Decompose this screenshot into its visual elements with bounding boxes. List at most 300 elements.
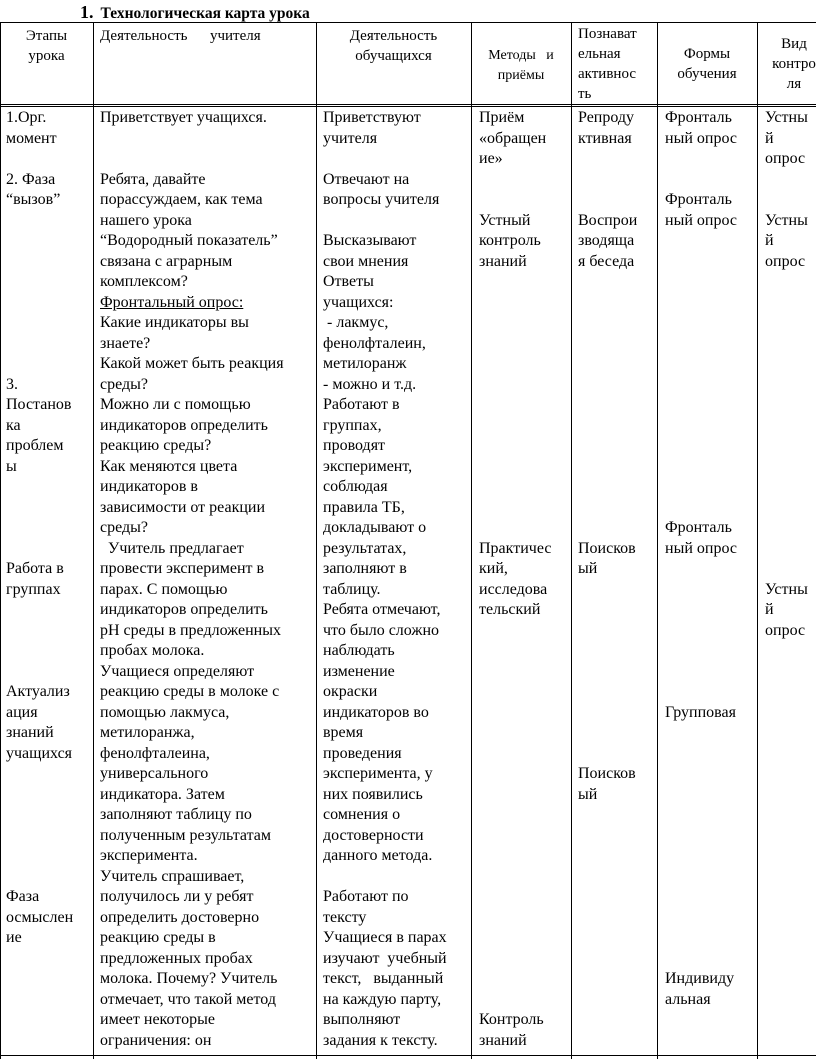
- cell-line: [578, 190, 637, 211]
- cell-line: [665, 580, 737, 601]
- cell-line: что было сложно: [323, 621, 440, 639]
- cell-line: связана с аграрным: [100, 252, 233, 270]
- header-line: Познават: [578, 26, 637, 42]
- cell-line: [665, 600, 737, 621]
- header-line: ля: [786, 76, 802, 92]
- header-separator: [0, 104, 816, 107]
- cell-line: них появились: [323, 785, 423, 803]
- cell-line: группах: [6, 580, 61, 598]
- cell-line: [765, 539, 808, 560]
- cell-line: [578, 436, 637, 457]
- page-title: [80, 2, 310, 23]
- cell-line: опрос: [765, 252, 806, 270]
- cell-line: 1.Орг.: [6, 109, 47, 126]
- cell-line: Отвечают на: [323, 170, 410, 188]
- cell-line: [479, 805, 551, 826]
- cell-line: Учащиеся определяют: [100, 662, 255, 680]
- header-line: ть: [578, 86, 592, 102]
- cell-line: заполняют в: [323, 560, 407, 577]
- cell-line: [6, 477, 73, 498]
- cell-line: результатах,: [323, 539, 407, 557]
- header-methods: [471, 46, 571, 86]
- cell-line: [665, 928, 737, 949]
- cell-line: комплексом?: [100, 273, 188, 290]
- column-cognitive-activity: [578, 108, 637, 805]
- cell-line: [6, 662, 73, 683]
- cell-line: фенолфталеина,: [100, 744, 210, 762]
- cell-line: ктивная: [578, 129, 632, 147]
- cell-line: ый: [578, 785, 598, 803]
- cell-line: [665, 272, 737, 293]
- cell-line: [479, 969, 551, 990]
- cell-line: [665, 723, 737, 744]
- cell-line: [665, 498, 737, 519]
- cell-line: помощью лакмуса,: [100, 703, 230, 721]
- cell-line: данного метода.: [323, 847, 433, 864]
- cell-line: [479, 477, 551, 498]
- cell-line: [665, 231, 737, 252]
- cell-line: Как меняются цвета: [100, 457, 238, 475]
- column-divider: [93, 22, 94, 1059]
- cell-line: Фаза: [6, 888, 40, 905]
- cell-line: [6, 313, 73, 334]
- cell-line: [479, 764, 551, 785]
- cell-line: знаний: [6, 724, 54, 741]
- column-divider: [316, 22, 317, 1059]
- cell-line: [479, 703, 551, 724]
- cell-line: молока. Почему? Учитель: [100, 970, 278, 987]
- cell-line: ый: [578, 560, 598, 577]
- column-teacher-activity: [100, 108, 284, 1051]
- cell-line: [665, 436, 737, 457]
- cell-line: знаний: [479, 252, 527, 270]
- cell-line: сомнения о: [323, 806, 401, 823]
- column-divider: [657, 22, 658, 1059]
- cell-line: эксперимента, у: [323, 765, 433, 782]
- cell-line: правила ТБ,: [323, 498, 405, 516]
- cell-line: Работают по: [323, 888, 409, 905]
- cell-line: Приветствуют: [323, 109, 421, 126]
- column-stages: [6, 108, 73, 949]
- column-divider: [471, 22, 472, 1059]
- cell-line: текст, выданный: [323, 970, 444, 987]
- column-student-activity: [323, 108, 447, 1051]
- cell-line: [765, 457, 808, 478]
- cell-line: [578, 682, 637, 703]
- cell-line: Фронталь: [665, 109, 732, 126]
- cell-line: [6, 805, 73, 826]
- cell-line: [479, 908, 551, 929]
- cell-line: [479, 170, 551, 191]
- cell-line: [765, 375, 808, 396]
- cell-line: эксперимента.: [100, 847, 198, 864]
- cell-line: метилоранж: [323, 355, 407, 372]
- cell-line: [578, 744, 637, 765]
- cell-line: кий,: [479, 560, 508, 577]
- cell-line: [665, 867, 737, 888]
- cell-line: [479, 272, 551, 293]
- cell-line: [665, 949, 737, 970]
- header-control: [757, 34, 816, 94]
- cell-line: получилось ли у ребят: [100, 888, 254, 905]
- cell-line: [665, 313, 737, 334]
- cell-line: зависимости от реакции: [100, 498, 266, 516]
- cell-line: Поисков: [578, 765, 636, 782]
- cell-line: [6, 211, 73, 232]
- cell-line: учителя: [323, 129, 378, 147]
- cell-line: нашего урока: [100, 211, 192, 229]
- cell-line: Устны: [765, 580, 808, 598]
- cell-line: изменение: [323, 662, 395, 680]
- cell-line: [323, 867, 447, 888]
- cell-line: [665, 149, 737, 170]
- cell-line: [479, 826, 551, 847]
- cell-line: имеет некоторые: [100, 1011, 215, 1028]
- header-line: урока: [28, 48, 65, 64]
- cell-line: исследова: [479, 580, 548, 598]
- cell-line: [665, 170, 737, 191]
- cell-line: [578, 416, 637, 437]
- cell-line: ы: [6, 457, 17, 475]
- cell-line: [6, 252, 73, 273]
- cell-line: [479, 682, 551, 703]
- cell-line: [578, 477, 637, 498]
- cell-line: Учащиеся в парах: [323, 929, 447, 946]
- cell-line: [665, 908, 737, 929]
- cell-line: [765, 170, 808, 191]
- cell-line: тексту: [323, 908, 367, 926]
- cell-line: [479, 334, 551, 355]
- cell-line: докладывают о: [323, 519, 427, 536]
- cell-line: Устны: [765, 109, 808, 126]
- cell-line: [6, 231, 73, 252]
- header-line: обучащихся: [355, 48, 432, 64]
- cell-line: [578, 662, 637, 683]
- cell-line: 2. Фаза: [6, 170, 56, 188]
- cell-line: изучают учебный: [323, 949, 447, 967]
- column-divider: [757, 22, 758, 1059]
- cell-line: [479, 457, 551, 478]
- cell-line: момент: [6, 129, 57, 147]
- cell-line: вопросы учителя: [323, 191, 440, 208]
- column-methods: [479, 108, 551, 1051]
- column-divider: [571, 22, 572, 1059]
- cell-line: Какие индикаторы вы: [100, 314, 249, 331]
- cell-line: Устны: [765, 211, 808, 229]
- cell-line: знаете?: [100, 334, 151, 352]
- cell-line: Контроль: [479, 1011, 544, 1028]
- cell-line: [765, 559, 808, 580]
- header-line: Вид: [781, 36, 807, 52]
- cell-line: парах. С помощью: [100, 580, 228, 598]
- cell-line: реакцию среды в молоке с: [100, 683, 280, 700]
- cell-line: «обращен: [479, 129, 547, 147]
- cell-line: [479, 662, 551, 683]
- cell-line: [578, 354, 637, 375]
- cell-line: [578, 621, 637, 642]
- cell-line: й: [765, 129, 774, 147]
- cell-line: полученным результатам: [100, 826, 272, 844]
- cell-line: 3.: [6, 375, 18, 393]
- cell-line: опрос: [765, 150, 806, 167]
- cell-line: [765, 518, 808, 539]
- title-number: 1.: [80, 2, 94, 22]
- cell-line: [479, 641, 551, 662]
- cell-line: [479, 785, 551, 806]
- cell-line: Учитель предлагает: [100, 539, 244, 557]
- cell-line: [479, 416, 551, 437]
- cell-line: [323, 149, 447, 170]
- header-stages: [0, 26, 93, 66]
- cell-line: [479, 293, 551, 314]
- header-line: Деятельность учителя: [100, 28, 261, 44]
- cell-line: отмечает, что такой метод: [100, 990, 276, 1008]
- cell-line: [665, 662, 737, 683]
- cell-line: [578, 498, 637, 519]
- cell-line: пробах молока.: [100, 642, 205, 659]
- cell-line: индикаторов во: [323, 703, 429, 721]
- cell-line: [665, 375, 737, 396]
- cell-line: Практичес: [479, 539, 552, 557]
- cell-line: Репроду: [578, 109, 635, 126]
- cell-line: [665, 682, 737, 703]
- cell-line: [6, 334, 73, 355]
- cell-line: [578, 600, 637, 621]
- cell-line: реакцию среды?: [100, 437, 212, 454]
- cell-line: - можно и т.д.: [323, 375, 417, 393]
- cell-line: зводяща: [578, 232, 635, 249]
- cell-line: [578, 313, 637, 334]
- cell-line: [765, 498, 808, 519]
- cell-line: заполняют таблицу по: [100, 806, 252, 823]
- cell-line: [665, 764, 737, 785]
- cell-line: учащихся:: [323, 293, 394, 311]
- header-line: Этапы: [25, 28, 68, 44]
- cell-line: Постанов: [6, 396, 72, 413]
- cell-line: [765, 272, 808, 293]
- cell-line: [578, 375, 637, 396]
- cell-line: [479, 313, 551, 334]
- cell-line: ие: [6, 929, 22, 946]
- cell-line: [665, 846, 737, 867]
- cell-line: окраски: [323, 683, 378, 700]
- cell-line: таблицу.: [323, 580, 381, 598]
- cell-line: индикаторов определить: [100, 601, 268, 618]
- cell-line: [665, 621, 737, 642]
- cell-line: достоверности: [323, 826, 424, 844]
- cell-line: “Водородный показатель”: [100, 232, 278, 249]
- cell-line: [479, 395, 551, 416]
- header-students: [316, 26, 471, 66]
- cell-line: Групповая: [665, 703, 736, 721]
- column-control: [765, 108, 808, 641]
- cell-line: [665, 252, 737, 273]
- cell-line: проводят: [323, 437, 386, 454]
- cell-line: [665, 395, 737, 416]
- cell-line: Приветствует учащихся.: [100, 109, 267, 126]
- header-line: контро: [772, 56, 816, 72]
- cell-line: [479, 846, 551, 867]
- cell-line: [578, 395, 637, 416]
- cell-line: [665, 293, 737, 314]
- cell-line: определить достоверно: [100, 908, 260, 926]
- cell-line: реакцию среды в: [100, 929, 216, 946]
- header-line: приёмы: [497, 68, 545, 83]
- cell-line: Устный: [479, 211, 531, 229]
- title-text: Технологическая карта урока: [100, 5, 310, 22]
- cell-line: контроль: [479, 232, 541, 249]
- cell-line: [665, 826, 737, 847]
- cell-line: провести эксперимент в: [100, 560, 265, 577]
- cell-line: порассуждаем, как тема: [100, 191, 263, 208]
- cell-line: [6, 354, 73, 375]
- cell-line: [6, 600, 73, 621]
- cell-line: pH среды в предложенных: [100, 621, 281, 639]
- cell-line: задания к тексту.: [323, 1031, 438, 1049]
- cell-line: [578, 518, 637, 539]
- cell-line: опрос: [765, 621, 806, 639]
- cell-line: [323, 211, 447, 232]
- cell-line: [479, 190, 551, 211]
- cell-line: среды?: [100, 519, 148, 536]
- cell-line: [665, 785, 737, 806]
- cell-line: [578, 272, 637, 293]
- cell-line: [665, 354, 737, 375]
- cell-line: “вызов”: [6, 191, 61, 208]
- cell-line: й: [765, 601, 774, 618]
- cell-line: среды?: [100, 375, 148, 393]
- cell-line: [479, 498, 551, 519]
- table-top-border: [0, 22, 816, 23]
- header-cognitive: [578, 24, 637, 104]
- cell-line: [6, 867, 73, 888]
- header-line: Методы и: [488, 48, 554, 63]
- cell-line: знаний: [479, 1031, 527, 1049]
- header-line: активнос: [578, 66, 636, 82]
- cell-line: [479, 436, 551, 457]
- cell-line: учащихся: [6, 744, 73, 762]
- cell-line: [578, 170, 637, 191]
- cell-line: [765, 334, 808, 355]
- cell-line: [578, 580, 637, 601]
- table-bottom-border: [0, 1055, 816, 1056]
- cell-line: соблюдая: [323, 478, 388, 495]
- cell-line: фенолфталеин,: [323, 334, 426, 352]
- cell-line: [665, 477, 737, 498]
- header-line: Формы: [683, 46, 731, 62]
- cell-line: [6, 498, 73, 519]
- cell-line: свои мнения: [323, 252, 409, 270]
- cell-line: Фронталь: [665, 519, 732, 536]
- cell-line: [665, 805, 737, 826]
- cell-line: [6, 272, 73, 293]
- cell-line: [665, 744, 737, 765]
- cell-line: [479, 354, 551, 375]
- cell-line: [765, 477, 808, 498]
- cell-line: [6, 764, 73, 785]
- cell-line: Работа в: [6, 560, 64, 577]
- cell-line: [665, 334, 737, 355]
- cell-line: [6, 621, 73, 642]
- cell-line: Воспрои: [578, 211, 638, 229]
- cell-line: [578, 723, 637, 744]
- cell-line: Ребята отмечают,: [323, 601, 441, 618]
- cell-line: [479, 990, 551, 1011]
- cell-line: [479, 887, 551, 908]
- cell-line: [578, 641, 637, 662]
- cell-line: [479, 723, 551, 744]
- cell-line: Какой может быть реакция: [100, 355, 284, 372]
- cell-line: выполняют: [323, 1011, 401, 1028]
- cell-line: Ребята, давайте: [100, 170, 206, 188]
- cell-line: ный опрос: [665, 211, 737, 229]
- cell-line: тельский: [479, 601, 541, 618]
- cell-line: Учитель спрашивает,: [100, 867, 245, 885]
- cell-line: [765, 354, 808, 375]
- cell-line: Работают в: [323, 396, 400, 413]
- cell-line: [6, 846, 73, 867]
- cell-line: Поисков: [578, 539, 636, 557]
- column-forms: [665, 108, 737, 1010]
- cell-line: Фронталь: [665, 191, 732, 208]
- cell-line: [479, 518, 551, 539]
- cell-line: [665, 641, 737, 662]
- cell-line: [6, 293, 73, 314]
- cell-line: [578, 293, 637, 314]
- cell-line: индикаторов определить: [100, 416, 268, 434]
- cell-line: индикаторов в: [100, 478, 198, 495]
- cell-line: [578, 334, 637, 355]
- cell-line: индикатора. Затем: [100, 785, 225, 803]
- cell-line: [765, 416, 808, 437]
- cell-line: проблем: [6, 437, 64, 454]
- cell-line: [479, 375, 551, 396]
- cell-line: [665, 559, 737, 580]
- cell-line: Индивиду: [665, 970, 735, 987]
- cell-line: [479, 949, 551, 970]
- cell-line: [6, 149, 73, 170]
- cell-line: [479, 621, 551, 642]
- cell-line: ация: [6, 703, 38, 721]
- cell-line: [100, 129, 284, 150]
- cell-line: [479, 744, 551, 765]
- cell-line: [100, 149, 284, 170]
- cell-line: [6, 826, 73, 847]
- column-divider: [0, 22, 1, 1059]
- cell-line: Высказывают: [323, 232, 417, 249]
- cell-line: [479, 928, 551, 949]
- cell-line: [765, 313, 808, 334]
- cell-line: эксперимент,: [323, 457, 413, 475]
- cell-line: ие»: [479, 150, 503, 167]
- cell-line: й: [765, 232, 774, 249]
- cell-line: [6, 518, 73, 539]
- cell-line: [578, 703, 637, 724]
- header-line: Деятельность: [349, 28, 438, 44]
- cell-line: [6, 641, 73, 662]
- cell-line: альная: [665, 990, 711, 1008]
- cell-line: [765, 395, 808, 416]
- cell-line: ограничения: он: [100, 1031, 212, 1049]
- cell-line: время: [323, 724, 364, 741]
- cell-line: ный опрос: [665, 129, 737, 147]
- cell-line: универсального: [100, 765, 209, 782]
- cell-line: [479, 867, 551, 888]
- cell-line: осмыслен: [6, 908, 74, 926]
- cell-line: Приём: [479, 109, 525, 126]
- cell-line: ный опрос: [665, 539, 737, 557]
- cell-line: [665, 887, 737, 908]
